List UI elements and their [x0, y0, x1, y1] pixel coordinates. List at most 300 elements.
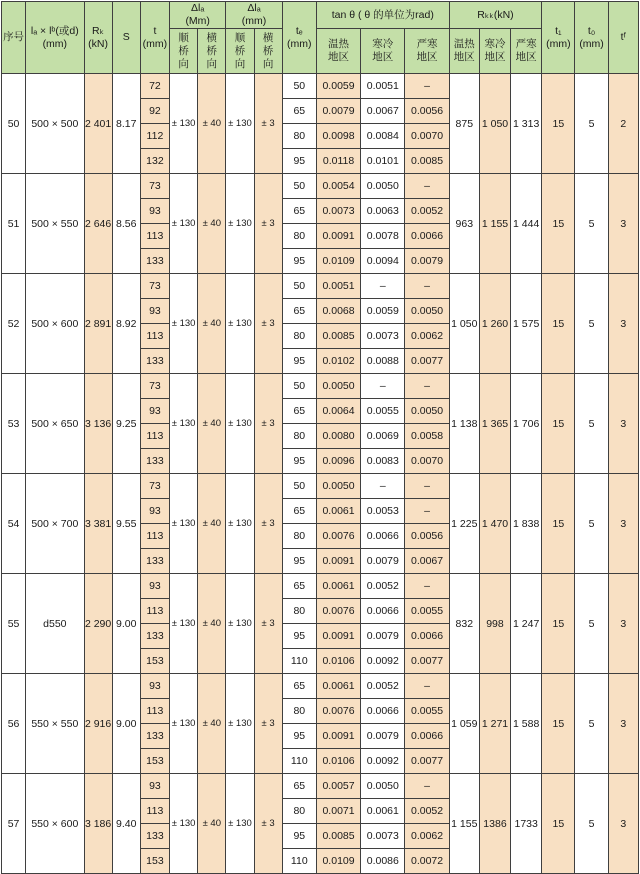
tan-warm-cell: 0.0054 [316, 174, 360, 199]
s-cell: 9.00 [112, 574, 140, 674]
rdk-cold-cell: 1 365 [479, 374, 510, 474]
s-cell: 9.00 [112, 674, 140, 774]
header-t1-label: t₁ (mm) [546, 24, 571, 50]
t1-cell: 15 [542, 674, 575, 774]
tan-severe-cell: 0.0077 [405, 649, 449, 674]
seq-cell: 52 [2, 274, 26, 374]
t-cell: 93 [140, 774, 169, 799]
tan-cold-cell: 0.0088 [361, 349, 405, 374]
table-row [2, 574, 639, 599]
seq-cell: 53 [2, 374, 26, 474]
dl-long-along-cell: ± 130 [170, 674, 198, 774]
table-row [2, 74, 639, 99]
tan-warm-cell: 0.0118 [316, 149, 360, 174]
dl-long-along-cell: ± 130 [170, 274, 198, 374]
te-cell: 50 [282, 474, 316, 499]
header-tan [316, 2, 449, 29]
tan-severe-cell: – [405, 774, 449, 799]
t-cell: 133 [140, 349, 169, 374]
dl-trans-cross-cell: ± 3 [254, 474, 282, 574]
rdk-cold-cell: 1 050 [479, 74, 510, 174]
size-cell: 500 × 500 [26, 74, 84, 174]
t0-cell: 5 [575, 74, 608, 174]
header-size [26, 2, 84, 74]
tan-cold-cell: 0.0084 [361, 124, 405, 149]
tan-severe-cell: 0.0066 [405, 624, 449, 649]
header-rdk [449, 2, 542, 29]
te-cell: 80 [282, 124, 316, 149]
header-tf-label: tᶠ [620, 31, 626, 44]
rdk-cold-cell: 998 [479, 574, 510, 674]
tan-warm-cell: 0.0085 [316, 824, 360, 849]
table-body [2, 74, 639, 874]
tan-cold-cell: 0.0051 [361, 74, 405, 99]
t-cell: 93 [140, 299, 169, 324]
tan-cold-cell: 0.0078 [361, 224, 405, 249]
t1-cell: 15 [542, 274, 575, 374]
dl-trans-along-cell: ± 130 [226, 374, 254, 474]
dl-trans-cross-cell: ± 3 [254, 674, 282, 774]
tan-severe-cell: 0.0077 [405, 749, 449, 774]
header-rck-label: Rₖ (kN) [88, 24, 108, 50]
dl-long-cross-cell: ± 40 [198, 674, 226, 774]
header-t-label: t (mm) [142, 24, 168, 50]
tf-cell: 2 [608, 74, 638, 174]
header-cross-2-label: 横 桥 向 [262, 31, 274, 70]
size-cell: 500 × 700 [26, 474, 84, 574]
rck-cell: 3 381 [84, 474, 112, 574]
tan-severe-cell: 0.0072 [405, 849, 449, 874]
header-severe [405, 29, 449, 74]
tan-warm-cell: 0.0061 [316, 574, 360, 599]
table-row [2, 474, 639, 499]
dl-long-along-cell: ± 130 [170, 774, 198, 874]
t0-cell: 5 [575, 474, 608, 574]
dl-trans-cross-cell: ± 3 [254, 74, 282, 174]
tan-severe-cell: – [405, 374, 449, 399]
header-te-label: tₑ (mm) [287, 24, 312, 50]
dl-long-along-cell: ± 130 [170, 74, 198, 174]
tan-cold-cell: 0.0079 [361, 724, 405, 749]
tan-severe-cell: – [405, 499, 449, 524]
header-along-1 [170, 29, 198, 74]
header-warm-label: 温热 地区 [328, 38, 350, 64]
tan-warm-cell: 0.0085 [316, 324, 360, 349]
tan-warm-cell: 0.0091 [316, 624, 360, 649]
size-cell: 500 × 550 [26, 174, 84, 274]
t-cell: 93 [140, 399, 169, 424]
tan-cold-cell: 0.0092 [361, 649, 405, 674]
tan-severe-cell: 0.0058 [405, 424, 449, 449]
te-cell: 50 [282, 274, 316, 299]
seq-cell: 50 [2, 74, 26, 174]
te-cell: 95 [282, 349, 316, 374]
s-cell: 9.40 [112, 774, 140, 874]
dl-trans-along-cell: ± 130 [226, 574, 254, 674]
size-cell: 500 × 650 [26, 374, 84, 474]
header-s [112, 2, 140, 74]
t-cell: 112 [140, 124, 169, 149]
size-cell: 550 × 600 [26, 774, 84, 874]
rdk-warm-cell: 875 [449, 74, 479, 174]
tan-cold-cell: 0.0050 [361, 774, 405, 799]
rdk-warm-cell: 1 059 [449, 674, 479, 774]
table-row [2, 674, 639, 699]
dl-trans-cross-cell: ± 3 [254, 774, 282, 874]
t-cell: 113 [140, 424, 169, 449]
header-s-label: S [122, 31, 130, 44]
t0-cell: 5 [575, 774, 608, 874]
seq-cell: 56 [2, 674, 26, 774]
t-cell: 93 [140, 199, 169, 224]
te-cell: 80 [282, 424, 316, 449]
t-cell: 133 [140, 249, 169, 274]
tan-cold-cell: 0.0066 [361, 699, 405, 724]
t-cell: 133 [140, 824, 169, 849]
tan-severe-cell: 0.0052 [405, 799, 449, 824]
tan-warm-cell: 0.0050 [316, 474, 360, 499]
t1-cell: 15 [542, 374, 575, 474]
tan-cold-cell: 0.0101 [361, 149, 405, 174]
header-dl-long [170, 2, 226, 29]
t1-cell: 15 [542, 774, 575, 874]
tan-warm-cell: 0.0064 [316, 399, 360, 424]
te-cell: 50 [282, 74, 316, 99]
header-dl-trans-label: Δlₐ (mm) [241, 2, 267, 28]
te-cell: 95 [282, 549, 316, 574]
tf-cell: 3 [608, 474, 638, 574]
header-t [140, 2, 169, 74]
size-cell: 550 × 550 [26, 674, 84, 774]
t-cell: 113 [140, 324, 169, 349]
tan-cold-cell: 0.0063 [361, 199, 405, 224]
tan-cold-cell: – [361, 474, 405, 499]
header-rdk-severe-label: 严寒 地区 [515, 38, 537, 64]
rdk-cold-cell: 1386 [479, 774, 510, 874]
tan-severe-cell: 0.0079 [405, 249, 449, 274]
tan-cold-cell: 0.0055 [361, 399, 405, 424]
rck-cell: 2 401 [84, 74, 112, 174]
rdk-cold-cell: 1 155 [479, 174, 510, 274]
tan-warm-cell: 0.0057 [316, 774, 360, 799]
tan-cold-cell: 0.0079 [361, 624, 405, 649]
tan-cold-cell: – [361, 274, 405, 299]
rdk-severe-cell: 1 838 [511, 474, 542, 574]
tan-cold-cell: 0.0059 [361, 299, 405, 324]
size-cell: d550 [26, 574, 84, 674]
t-cell: 153 [140, 849, 169, 874]
te-cell: 95 [282, 624, 316, 649]
te-cell: 65 [282, 499, 316, 524]
tan-warm-cell: 0.0059 [316, 74, 360, 99]
tan-severe-cell: 0.0066 [405, 724, 449, 749]
t-cell: 113 [140, 699, 169, 724]
tan-cold-cell: 0.0086 [361, 849, 405, 874]
t-cell: 92 [140, 99, 169, 124]
tan-warm-cell: 0.0076 [316, 599, 360, 624]
tan-warm-cell: 0.0109 [316, 849, 360, 874]
tan-cold-cell: 0.0061 [361, 799, 405, 824]
dl-trans-cross-cell: ± 3 [254, 574, 282, 674]
header-rdk-severe [511, 29, 542, 74]
tf-cell: 3 [608, 774, 638, 874]
t1-cell: 15 [542, 474, 575, 574]
tf-cell: 3 [608, 574, 638, 674]
table-header [2, 2, 639, 74]
te-cell: 50 [282, 374, 316, 399]
tf-cell: 3 [608, 274, 638, 374]
t0-cell: 5 [575, 274, 608, 374]
tan-cold-cell: 0.0066 [361, 524, 405, 549]
tan-severe-cell: 0.0052 [405, 199, 449, 224]
tan-severe-cell: 0.0056 [405, 99, 449, 124]
tan-warm-cell: 0.0091 [316, 224, 360, 249]
seq-cell: 54 [2, 474, 26, 574]
tan-severe-cell: – [405, 474, 449, 499]
te-cell: 80 [282, 224, 316, 249]
size-cell: 500 × 600 [26, 274, 84, 374]
t0-cell: 5 [575, 574, 608, 674]
rdk-severe-cell: 1733 [511, 774, 542, 874]
rck-cell: 2 891 [84, 274, 112, 374]
tan-warm-cell: 0.0106 [316, 749, 360, 774]
dl-long-cross-cell: ± 40 [198, 374, 226, 474]
header-rdk-warm [449, 29, 479, 74]
tan-cold-cell: 0.0067 [361, 99, 405, 124]
header-rdk-warm-label: 温热 地区 [453, 38, 475, 64]
tan-severe-cell: 0.0062 [405, 824, 449, 849]
tf-cell: 3 [608, 374, 638, 474]
s-cell: 9.25 [112, 374, 140, 474]
te-cell: 95 [282, 449, 316, 474]
header-t1 [542, 2, 575, 74]
header-cross-1 [198, 29, 226, 74]
tan-warm-cell: 0.0061 [316, 674, 360, 699]
te-cell: 80 [282, 599, 316, 624]
te-cell: 65 [282, 774, 316, 799]
rdk-severe-cell: 1 444 [511, 174, 542, 274]
rdk-severe-cell: 1 575 [511, 274, 542, 374]
te-cell: 80 [282, 799, 316, 824]
header-along-1-label: 顺 桥 向 [178, 31, 189, 70]
rck-cell: 2 290 [84, 574, 112, 674]
te-cell: 95 [282, 724, 316, 749]
tan-severe-cell: 0.0050 [405, 399, 449, 424]
te-cell: 110 [282, 649, 316, 674]
t-cell: 133 [140, 549, 169, 574]
rdk-severe-cell: 1 247 [511, 574, 542, 674]
header-t0 [575, 2, 608, 74]
te-cell: 110 [282, 749, 316, 774]
t-cell: 133 [140, 449, 169, 474]
t-cell: 113 [140, 524, 169, 549]
header-rdk-cold-label: 寒冷 地区 [484, 38, 506, 64]
tan-warm-cell: 0.0096 [316, 449, 360, 474]
t1-cell: 15 [542, 574, 575, 674]
te-cell: 65 [282, 299, 316, 324]
rck-cell: 2 916 [84, 674, 112, 774]
te-cell: 65 [282, 399, 316, 424]
bearing-spec-table [1, 1, 639, 874]
tan-severe-cell: 0.0070 [405, 124, 449, 149]
header-te [282, 2, 316, 74]
tan-severe-cell: – [405, 574, 449, 599]
tan-cold-cell: 0.0053 [361, 499, 405, 524]
dl-long-along-cell: ± 130 [170, 474, 198, 574]
tan-severe-cell: 0.0077 [405, 349, 449, 374]
header-cold [361, 29, 405, 74]
tf-cell: 3 [608, 674, 638, 774]
t-cell: 113 [140, 224, 169, 249]
tan-severe-cell: 0.0056 [405, 524, 449, 549]
tan-warm-cell: 0.0076 [316, 699, 360, 724]
tan-warm-cell: 0.0076 [316, 524, 360, 549]
tan-warm-cell: 0.0068 [316, 299, 360, 324]
header-seq [2, 2, 26, 74]
te-cell: 65 [282, 674, 316, 699]
t-cell: 132 [140, 149, 169, 174]
te-cell: 50 [282, 174, 316, 199]
dl-long-cross-cell: ± 40 [198, 74, 226, 174]
rdk-warm-cell: 832 [449, 574, 479, 674]
tan-cold-cell: 0.0050 [361, 174, 405, 199]
tan-severe-cell: 0.0085 [405, 149, 449, 174]
dl-long-cross-cell: ± 40 [198, 474, 226, 574]
dl-trans-along-cell: ± 130 [226, 674, 254, 774]
t0-cell: 5 [575, 174, 608, 274]
tan-warm-cell: 0.0098 [316, 124, 360, 149]
header-tf [608, 2, 638, 74]
tan-warm-cell: 0.0050 [316, 374, 360, 399]
rdk-severe-cell: 1 706 [511, 374, 542, 474]
rdk-cold-cell: 1 260 [479, 274, 510, 374]
tan-cold-cell: 0.0079 [361, 549, 405, 574]
tan-warm-cell: 0.0071 [316, 799, 360, 824]
rdk-severe-cell: 1 588 [511, 674, 542, 774]
tan-severe-cell: – [405, 274, 449, 299]
tan-warm-cell: 0.0051 [316, 274, 360, 299]
tan-warm-cell: 0.0091 [316, 724, 360, 749]
tan-cold-cell: 0.0052 [361, 574, 405, 599]
s-cell: 8.56 [112, 174, 140, 274]
t-cell: 73 [140, 174, 169, 199]
te-cell: 95 [282, 824, 316, 849]
header-rdk-label: Rₖₖ(kN) [477, 8, 514, 21]
t-cell: 72 [140, 74, 169, 99]
tan-warm-cell: 0.0080 [316, 424, 360, 449]
te-cell: 65 [282, 199, 316, 224]
dl-trans-along-cell: ± 130 [226, 774, 254, 874]
rdk-warm-cell: 1 138 [449, 374, 479, 474]
tan-warm-cell: 0.0091 [316, 549, 360, 574]
header-rck [84, 2, 112, 74]
t0-cell: 5 [575, 674, 608, 774]
t-cell: 93 [140, 574, 169, 599]
header-cross-2 [254, 29, 282, 74]
tan-warm-cell: 0.0102 [316, 349, 360, 374]
tan-severe-cell: 0.0050 [405, 299, 449, 324]
te-cell: 65 [282, 99, 316, 124]
seq-cell: 57 [2, 774, 26, 874]
dl-trans-along-cell: ± 130 [226, 474, 254, 574]
tan-cold-cell: 0.0073 [361, 324, 405, 349]
te-cell: 95 [282, 249, 316, 274]
header-seq-label: 序号 [3, 31, 25, 44]
t-cell: 93 [140, 674, 169, 699]
tan-severe-cell: 0.0070 [405, 449, 449, 474]
rdk-cold-cell: 1 470 [479, 474, 510, 574]
tan-severe-cell: – [405, 674, 449, 699]
t-cell: 73 [140, 274, 169, 299]
t-cell: 73 [140, 474, 169, 499]
tan-cold-cell: 0.0066 [361, 599, 405, 624]
te-cell: 80 [282, 524, 316, 549]
dl-long-along-cell: ± 130 [170, 574, 198, 674]
t-cell: 93 [140, 499, 169, 524]
dl-trans-along-cell: ± 130 [226, 74, 254, 174]
tan-severe-cell: 0.0055 [405, 699, 449, 724]
tan-warm-cell: 0.0061 [316, 499, 360, 524]
dl-long-along-cell: ± 130 [170, 374, 198, 474]
t0-cell: 5 [575, 374, 608, 474]
tan-severe-cell: – [405, 174, 449, 199]
rdk-warm-cell: 1 050 [449, 274, 479, 374]
header-t0-label: t₀ (mm) [579, 24, 604, 50]
header-along-2 [226, 29, 254, 74]
dl-long-cross-cell: ± 40 [198, 274, 226, 374]
tan-cold-cell: 0.0073 [361, 824, 405, 849]
tan-warm-cell: 0.0106 [316, 649, 360, 674]
header-cold-label: 寒冷 地区 [372, 38, 394, 64]
header-size-label: lₐ × lᵇ(或d) (mm) [30, 24, 79, 50]
dl-trans-cross-cell: ± 3 [254, 174, 282, 274]
rdk-cold-cell: 1 271 [479, 674, 510, 774]
tan-severe-cell: 0.0062 [405, 324, 449, 349]
header-dl-trans [226, 2, 282, 29]
tan-severe-cell: 0.0066 [405, 224, 449, 249]
t1-cell: 15 [542, 74, 575, 174]
header-rdk-cold [479, 29, 510, 74]
t-cell: 133 [140, 724, 169, 749]
dl-trans-along-cell: ± 130 [226, 274, 254, 374]
seq-cell: 55 [2, 574, 26, 674]
tan-cold-cell: 0.0083 [361, 449, 405, 474]
tan-severe-cell: 0.0055 [405, 599, 449, 624]
te-cell: 80 [282, 699, 316, 724]
table-row [2, 174, 639, 199]
te-cell: 110 [282, 849, 316, 874]
s-cell: 8.92 [112, 274, 140, 374]
rdk-warm-cell: 1 155 [449, 774, 479, 874]
header-dl-long-label: Δlₐ (Mm) [185, 2, 210, 28]
tan-cold-cell: 0.0052 [361, 674, 405, 699]
t-cell: 133 [140, 624, 169, 649]
rdk-warm-cell: 963 [449, 174, 479, 274]
tan-cold-cell: – [361, 374, 405, 399]
dl-trans-cross-cell: ± 3 [254, 274, 282, 374]
dl-long-along-cell: ± 130 [170, 174, 198, 274]
dl-long-cross-cell: ± 40 [198, 774, 226, 874]
s-cell: 8.17 [112, 74, 140, 174]
tan-cold-cell: 0.0069 [361, 424, 405, 449]
t-cell: 113 [140, 599, 169, 624]
dl-trans-cross-cell: ± 3 [254, 374, 282, 474]
tan-warm-cell: 0.0073 [316, 199, 360, 224]
header-along-2-label: 顺 桥 向 [234, 31, 246, 70]
table-row [2, 374, 639, 399]
tan-warm-cell: 0.0079 [316, 99, 360, 124]
te-cell: 95 [282, 149, 316, 174]
